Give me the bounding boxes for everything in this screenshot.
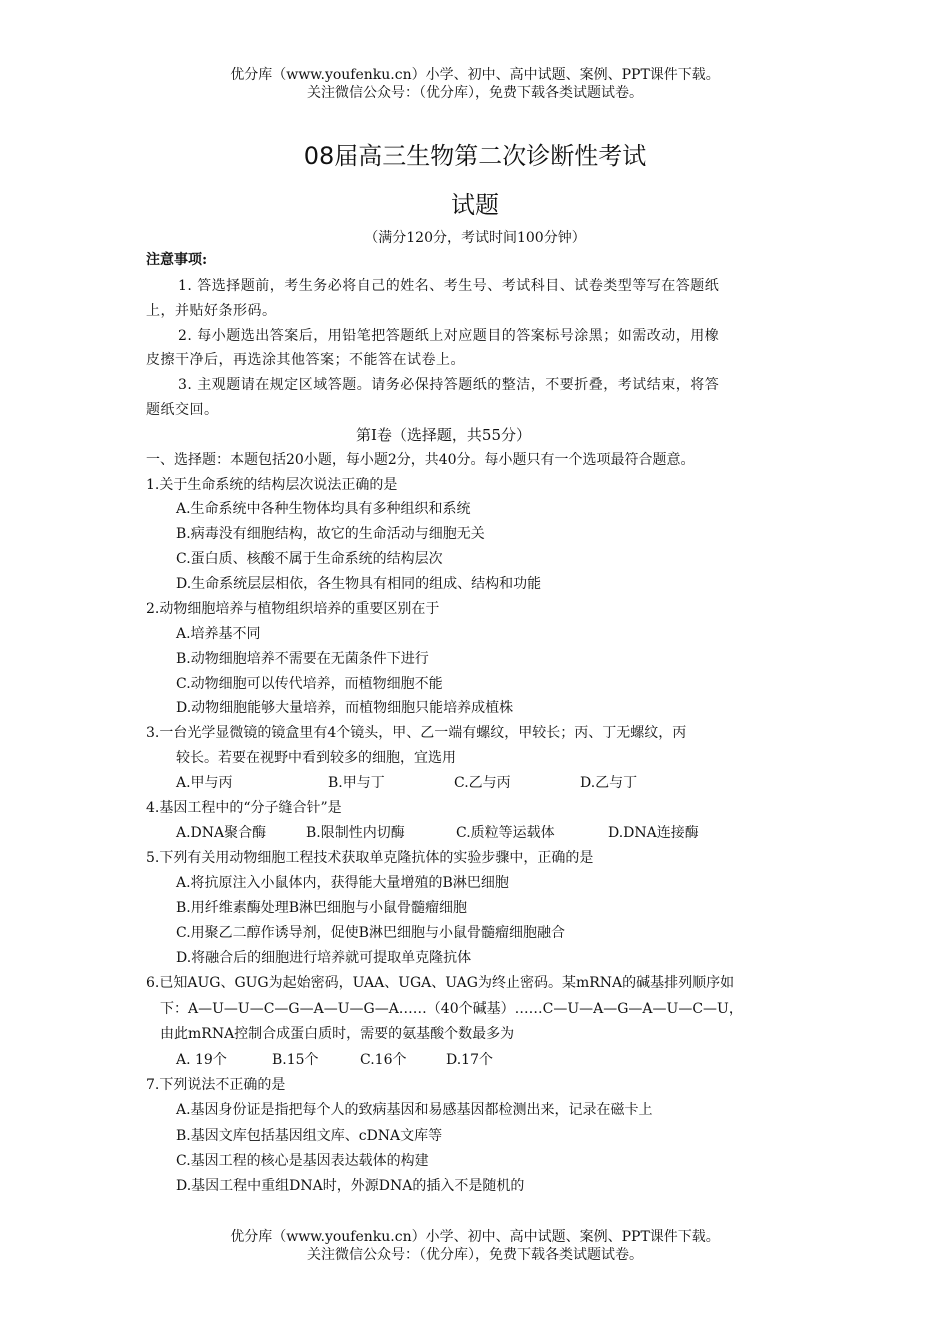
- question-stem: 5.下列有关用动物细胞工程技术获取单克隆抗体的实验步骤中，正确的是: [146, 850, 594, 866]
- question-option: A. 19个: [176, 1052, 227, 1068]
- question-stem: 7.下列说法不正确的是: [146, 1077, 286, 1093]
- question-stem: 6.已知AUG、GUG为起始密码，UAA、UGA、UAG为终止密码。某mRNA的碱基排列顺序如: [146, 975, 735, 991]
- question-option: D.动物细胞能够大量培养，而植物细胞只能培养成植株: [176, 700, 514, 716]
- question-option: C.乙与丙: [454, 775, 511, 791]
- question-option: A.生命系统中各种生物体均具有多种组织和系统: [176, 501, 471, 517]
- page-header: [0, 66, 950, 102]
- question-option: D.17个: [446, 1052, 493, 1068]
- question-option: A.基因身份证是指把每个人的致病基因和易感基因都检测出来，记录在磁卡上: [176, 1102, 653, 1118]
- question-option: C.16个: [360, 1052, 407, 1068]
- question-option: B.动物细胞培养不需要在无菌条件下进行: [176, 651, 429, 667]
- question-stem: 1.关于生命系统的结构层次说法正确的是: [146, 477, 398, 493]
- question-option: D.乙与丁: [580, 775, 638, 791]
- section-title: 第Ⅰ卷（选择题，共55分）: [356, 426, 532, 444]
- header-line-1: 优分库（www.youfenku.cn）小学、初中、高中试题、案例、PPT课件下载。: [230, 67, 720, 83]
- notice-item: 皮擦干净后，再选涂其他答案；不能答在试卷上。: [146, 352, 465, 368]
- question-option: B.用纤维素酶处理B淋巴细胞与小鼠骨髓瘤细胞: [176, 900, 468, 916]
- question-option: A.培养基不同: [176, 626, 261, 642]
- notice-heading: 注意事项:: [146, 252, 208, 268]
- question-option: D.DNA连接酶: [608, 825, 699, 841]
- question-stem: 4.基因工程中的“分子缝合针”是: [146, 800, 342, 816]
- question-option: B.甲与丁: [328, 775, 385, 791]
- question-option: D.将融合后的细胞进行培养就可提取单克隆抗体: [176, 950, 472, 966]
- footer-line-2: 关注微信公众号：（优分库），免费下载各类试题试卷。: [307, 1247, 643, 1263]
- question-option: B.病毒没有细胞结构，故它的生命活动与细胞无关: [176, 526, 485, 542]
- exam-subtitle: 试题: [451, 191, 499, 219]
- question-option: C.基因工程的核心是基因表达载体的构建: [176, 1153, 429, 1169]
- question-stem: 由此mRNA控制合成蛋白质时，需要的氨基酸个数最多为: [160, 1026, 515, 1042]
- page-footer: [0, 1228, 950, 1264]
- header-line-2: 关注微信公众号：（优分库），免费下载各类试题试卷。: [307, 85, 643, 101]
- section-intro: 一、选择题：本题包括20小题，每小题2分，共40分。每小题只有一个选项最符合题意。: [146, 452, 695, 468]
- question-option: D.生命系统层层相依，各生物具有相同的组成、结构和功能: [176, 576, 542, 592]
- question-stem: 3.一台光学显微镜的镜盒里有4个镜头，甲、乙一端有螺纹，甲较长；丙、丁无螺纹，丙: [146, 725, 687, 741]
- question-option: B.基因文库包括基因组文库、cDNA文库等: [176, 1128, 443, 1144]
- question-option: D.基因工程中重组DNA时，外源DNA的插入不是随机的: [176, 1178, 525, 1194]
- question-option: C.质粒等运载体: [456, 825, 555, 841]
- notice-item: 题纸交回。: [146, 402, 219, 418]
- question-option: A.DNA聚合酶: [176, 825, 267, 841]
- exam-title: 08届高三生物第二次诊断性考试: [303, 142, 647, 170]
- score-info: （满分120分，考试时间100分钟）: [364, 230, 586, 246]
- question-option: C.动物细胞可以传代培养，而植物细胞不能: [176, 676, 443, 692]
- question-stem: 下：A—U—U—C—G—A—U—G—A……（40个碱基）……C—U—A—G—A—U—C—U，: [160, 1001, 743, 1017]
- question-option: B.限制性内切酶: [306, 825, 405, 841]
- notice-item: 2. 每小题选出答案后，用铅笔把答题纸上对应题目的答案标号涂黑；如需改动，用橡: [178, 328, 720, 344]
- question-option: A.将抗原注入小鼠体内，获得能大量增殖的B淋巴细胞: [176, 875, 509, 891]
- notice-item: 上，并贴好条形码。: [146, 303, 277, 319]
- footer-line-1: 优分库（www.youfenku.cn）小学、初中、高中试题、案例、PPT课件下载。: [230, 1229, 720, 1245]
- question-stem: 2.动物细胞培养与植物组织培养的重要区别在于: [146, 601, 440, 617]
- notice-item: 3. 主观题请在规定区域答题。请务必保持答题纸的整洁，不要折叠，考试结束，将答: [178, 377, 720, 393]
- question-stem: 较长。若要在视野中看到较多的细胞，宜选用: [176, 750, 456, 766]
- question-option: A.甲与丙: [176, 775, 233, 791]
- question-option: C.用聚乙二醇作诱导剂，促使B淋巴细胞与小鼠骨髓瘤细胞融合: [176, 925, 565, 941]
- question-option: B.15个: [272, 1052, 319, 1068]
- question-option: C.蛋白质、核酸不属于生命系统的结构层次: [176, 551, 443, 567]
- notice-item: 1. 答选择题前，考生务必将自己的姓名、考生号、考试科目、试卷类型等写在答题纸: [178, 278, 720, 294]
